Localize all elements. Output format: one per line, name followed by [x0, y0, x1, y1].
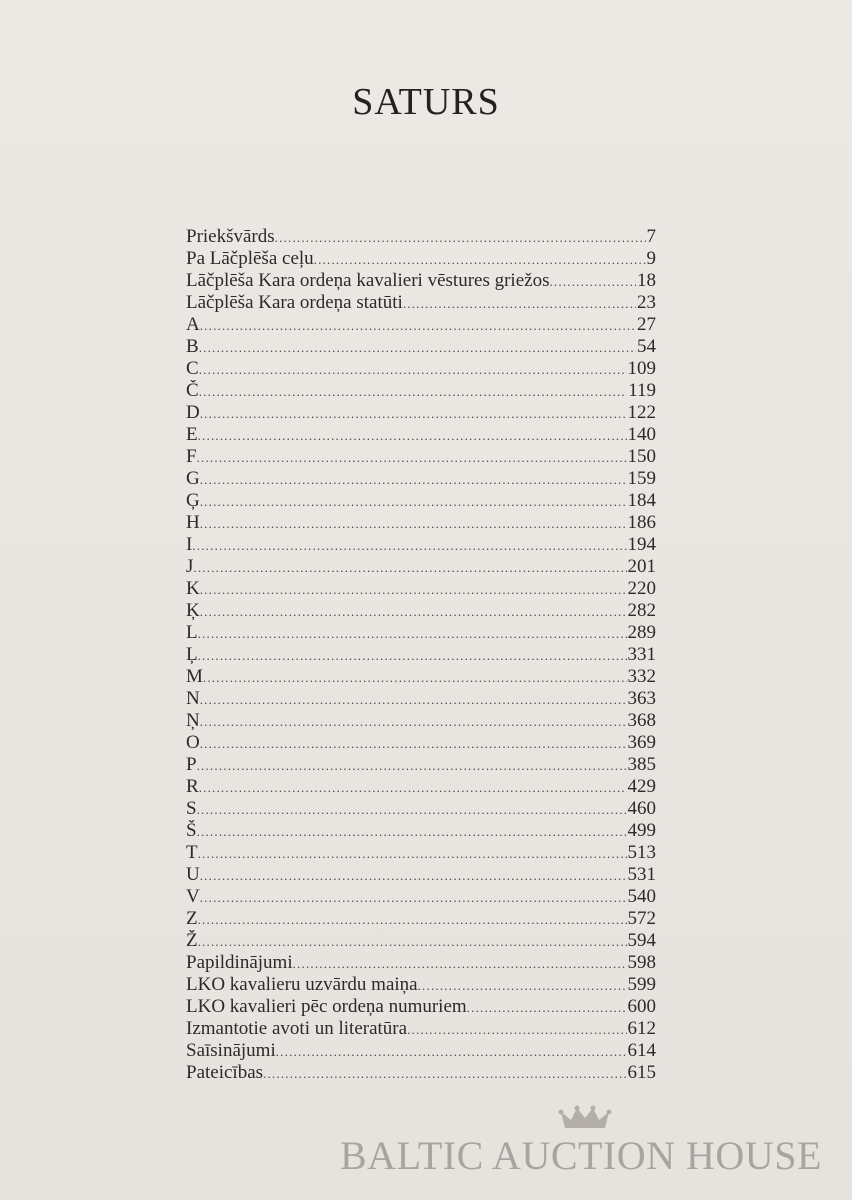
toc-entry-label: K [186, 578, 200, 599]
toc-leader-dots [199, 777, 627, 798]
toc-entry [186, 292, 656, 314]
toc-leader-dots [200, 711, 627, 732]
toc-entry-label: I [186, 534, 193, 555]
toc-leader-dots [197, 821, 627, 842]
toc-entry [186, 336, 656, 358]
toc-leader-dots [293, 953, 627, 974]
toc-entry-page-number: 186 [627, 512, 656, 533]
toc-leader-dots [199, 359, 627, 380]
toc-leader-dots [467, 997, 627, 1018]
toc-entry [186, 644, 656, 666]
toc-entry-label: U [186, 864, 200, 885]
toc-entry-page-number: 600 [627, 996, 656, 1017]
toc-entry-page-number: 572 [627, 908, 656, 929]
toc-entry [186, 820, 656, 842]
toc-entry-label: Ķ [186, 600, 200, 621]
toc-entry [186, 930, 656, 952]
toc-entry-label: E [186, 424, 198, 445]
toc-entry-label: S [186, 798, 197, 819]
toc-entry-label: V [186, 886, 200, 907]
toc-leader-dots [199, 337, 636, 358]
toc-entry-page-number: 385 [627, 754, 656, 775]
toc-leader-dots [403, 293, 636, 314]
toc-entry-page-number: 220 [627, 578, 656, 599]
toc-entry-page-number: 594 [627, 930, 656, 951]
toc-leader-dots [200, 315, 636, 336]
toc-entry [186, 842, 656, 864]
toc-entry-page-number: 119 [628, 380, 656, 401]
toc-entry-label: H [186, 512, 200, 533]
toc-entry [186, 556, 656, 578]
toc-entry [186, 402, 656, 424]
toc-entry [186, 974, 656, 996]
table-of-contents [186, 226, 656, 1084]
toc-entry [186, 996, 656, 1018]
toc-entry-page-number: 540 [627, 886, 656, 907]
toc-entry-page-number: 332 [627, 666, 656, 687]
toc-entry [186, 622, 656, 644]
toc-entry-label: P [186, 754, 197, 775]
toc-leader-dots [418, 975, 627, 996]
toc-entry [186, 1018, 656, 1040]
toc-entry [186, 424, 656, 446]
toc-leader-dots [549, 271, 636, 292]
toc-entry [186, 952, 656, 974]
toc-leader-dots [198, 843, 627, 864]
toc-leader-dots [200, 469, 627, 490]
watermark [340, 1098, 830, 1178]
toc-entry-label: LKO kavalieru uzvārdu maiņa [186, 974, 418, 995]
toc-entry-page-number: 54 [637, 336, 656, 357]
toc-entry-page-number: 363 [627, 688, 656, 709]
toc-entry [186, 314, 656, 336]
toc-entry-page-number: 159 [627, 468, 656, 489]
page-title: SATURS [352, 81, 500, 123]
toc-entry [186, 600, 656, 622]
toc-leader-dots [192, 535, 626, 556]
toc-entry-label: Pateicības [186, 1062, 264, 1083]
toc-entry-page-number: 201 [627, 556, 656, 577]
toc-entry [186, 908, 656, 930]
toc-entry-page-number: 331 [627, 644, 656, 665]
toc-entry-label: Lāčplēša Kara ordeņa kavalieri vēstures griežos [186, 270, 550, 291]
toc-entry-label: Š [186, 820, 197, 841]
toc-entry [186, 754, 656, 776]
toc-entry-label: Z [186, 908, 198, 929]
toc-entry-label: B [186, 336, 199, 357]
toc-entry [186, 248, 656, 270]
toc-leader-dots [200, 403, 627, 424]
toc-entry-page-number: 9 [646, 248, 656, 269]
toc-entry-page-number: 599 [627, 974, 656, 995]
toc-entry-label: F [186, 446, 197, 467]
toc-entry-page-number: 429 [627, 776, 656, 797]
toc-entry [186, 380, 656, 402]
toc-entry-page-number: 184 [627, 490, 656, 511]
toc-entry-page-number: 615 [627, 1062, 656, 1083]
toc-entry [186, 886, 656, 908]
toc-entry [186, 490, 656, 512]
toc-entry-page-number: 194 [627, 534, 656, 555]
toc-leader-dots [200, 733, 627, 754]
toc-entry-page-number: 23 [637, 292, 656, 313]
toc-entry [186, 864, 656, 886]
toc-entry-page-number: 612 [627, 1018, 656, 1039]
toc-entry-page-number: 18 [637, 270, 656, 291]
toc-entry [186, 688, 656, 710]
toc-leader-dots [407, 1019, 626, 1040]
toc-leader-dots [198, 623, 627, 644]
toc-entry-label: Izmantotie avoti un literatūra [186, 1018, 408, 1039]
toc-entry-label: D [186, 402, 200, 423]
toc-entry-label: Ņ [186, 710, 200, 731]
toc-entry-label: Ļ [186, 644, 198, 665]
toc-leader-dots [200, 887, 627, 908]
toc-entry-page-number: 499 [627, 820, 656, 841]
toc-entry-label: Ž [186, 930, 198, 951]
toc-leader-dots [314, 249, 646, 270]
toc-entry-label: Saīsinājumi [186, 1040, 276, 1061]
toc-leader-dots [198, 645, 627, 666]
toc-leader-dots [276, 1041, 627, 1062]
toc-entry [186, 798, 656, 820]
toc-leader-dots [263, 1063, 626, 1084]
toc-entry [186, 358, 656, 380]
toc-leader-dots [200, 491, 627, 512]
toc-leader-dots [200, 865, 627, 886]
toc-entry [186, 578, 656, 600]
toc-leader-dots [200, 513, 627, 534]
toc-entry [186, 534, 656, 556]
toc-entry-label: R [186, 776, 199, 797]
toc-entry-label: G [186, 468, 200, 489]
toc-entry [186, 666, 656, 688]
toc-leader-dots [275, 227, 646, 248]
watermark-text: BALTIC AUCTION HOUSE [340, 1133, 822, 1178]
crown-icon [555, 1102, 615, 1132]
toc-entry-page-number: 531 [627, 864, 656, 885]
toc-leader-dots [197, 799, 627, 820]
toc-entry [186, 270, 656, 292]
toc-entry [186, 512, 656, 534]
toc-entry-label: Lāčplēša Kara ordeņa statūti [186, 292, 403, 313]
toc-entry [186, 446, 656, 468]
toc-entry [186, 776, 656, 798]
toc-leader-dots [200, 689, 627, 710]
toc-entry [186, 1040, 656, 1062]
toc-entry-label: Ģ [186, 490, 200, 511]
toc-entry-page-number: 368 [627, 710, 656, 731]
toc-entry-label: Č [186, 380, 199, 401]
toc-entry-page-number: 460 [627, 798, 656, 819]
toc-leader-dots [198, 909, 627, 930]
toc-entry-page-number: 150 [627, 446, 656, 467]
toc-entry-label: N [186, 688, 200, 709]
toc-entry [186, 710, 656, 732]
toc-leader-dots [193, 557, 626, 578]
toc-leader-dots [198, 931, 627, 952]
toc-entry-page-number: 109 [627, 358, 656, 379]
toc-leader-dots [197, 447, 627, 468]
toc-entry-label: Papildinājumi [186, 952, 293, 973]
toc-entry [186, 468, 656, 490]
toc-leader-dots [198, 425, 627, 446]
toc-entry-page-number: 614 [627, 1040, 656, 1061]
toc-entry-page-number: 27 [637, 314, 656, 335]
toc-entry-page-number: 7 [646, 226, 656, 247]
toc-entry-label: J [186, 556, 194, 577]
toc-entry-page-number: 598 [627, 952, 656, 973]
toc-entry-label: O [186, 732, 200, 753]
toc-entry-page-number: 282 [627, 600, 656, 621]
toc-leader-dots [199, 381, 628, 402]
toc-entry-label: L [186, 622, 198, 643]
toc-entry-page-number: 289 [627, 622, 656, 643]
toc-entry-page-number: 122 [627, 402, 656, 423]
toc-entry-label: Pa Lāčplēša ceļu [186, 248, 314, 269]
toc-entry-label: Priekšvārds [186, 226, 275, 247]
toc-leader-dots [200, 601, 627, 622]
toc-entry [186, 732, 656, 754]
toc-entry-page-number: 140 [627, 424, 656, 445]
toc-entry-page-number: 369 [627, 732, 656, 753]
toc-entry-label: T [186, 842, 198, 863]
toc-leader-dots [197, 755, 627, 776]
toc-leader-dots [200, 579, 627, 600]
toc-leader-dots [203, 667, 627, 688]
toc-entry [186, 226, 656, 248]
toc-entry-label: A [186, 314, 200, 335]
toc-entry-label: C [186, 358, 199, 379]
toc-entry-label: M [186, 666, 203, 687]
toc-entry-label: LKO kavalieri pēc ordeņa numuriem [186, 996, 467, 1017]
toc-entry [186, 1062, 656, 1084]
toc-entry-page-number: 513 [627, 842, 656, 863]
